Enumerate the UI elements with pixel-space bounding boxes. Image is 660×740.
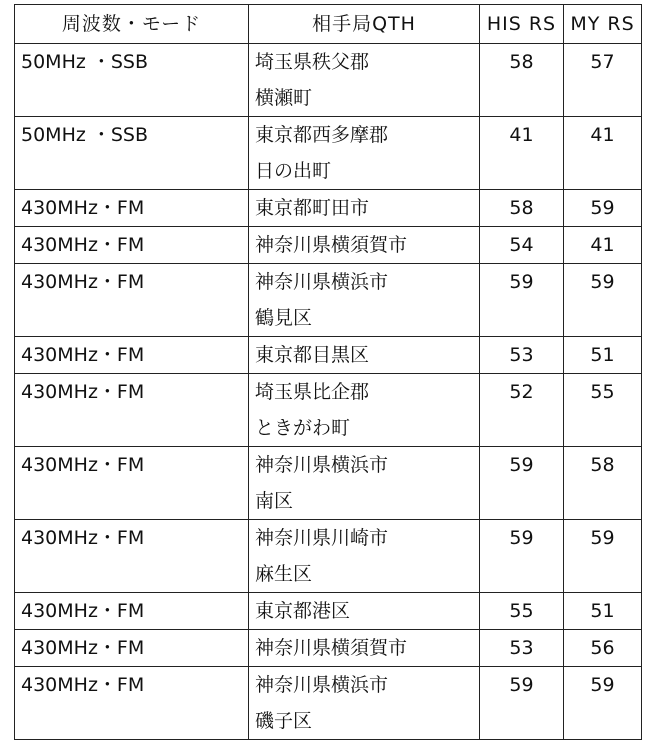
- table-row: [15, 520, 642, 593]
- cell-mode: 430MHz・FM: [15, 337, 249, 374]
- qso-log-table: [14, 4, 642, 740]
- cell-my-rs: 59: [564, 520, 642, 593]
- cell-his-rs: 59: [480, 520, 564, 593]
- table-row: [15, 227, 642, 264]
- cell-qth: [249, 44, 480, 117]
- table-row: [15, 337, 642, 374]
- qth-line: 埼玉県秩父郡: [255, 51, 370, 73]
- qth-line: ときがわ町: [255, 417, 351, 439]
- qth-line: 神奈川県横浜市: [255, 674, 389, 696]
- cell-qth: [249, 593, 480, 630]
- cell-qth: [249, 337, 480, 374]
- cell-my-rs: 59: [564, 190, 642, 227]
- qth-line: 埼玉県比企郡: [255, 381, 370, 403]
- table-header: [15, 5, 642, 44]
- table-row: [15, 630, 642, 667]
- qth-line: 日の出町: [255, 160, 332, 182]
- header-his-rs: HIS RS: [480, 5, 564, 44]
- qth-line: 鶴見区: [255, 307, 313, 329]
- cell-his-rs: 53: [480, 630, 564, 667]
- qth-line: 神奈川県横浜市: [255, 454, 389, 476]
- header-mode: 周波数・モード: [15, 5, 249, 44]
- cell-my-rs: 58: [564, 447, 642, 520]
- cell-qth: [249, 520, 480, 593]
- cell-my-rs: 51: [564, 593, 642, 630]
- qth-line: 麻生区: [255, 563, 313, 585]
- qth-line: 神奈川県横須賀市: [255, 637, 408, 659]
- cell-my-rs: 59: [564, 667, 642, 740]
- cell-my-rs: 59: [564, 264, 642, 337]
- cell-qth: [249, 667, 480, 740]
- cell-my-rs: 41: [564, 227, 642, 264]
- qth-line: 神奈川県横須賀市: [255, 234, 408, 256]
- cell-my-rs: 41: [564, 117, 642, 190]
- cell-qth: [249, 264, 480, 337]
- qth-line: 磯子区: [255, 710, 313, 732]
- cell-my-rs: 56: [564, 630, 642, 667]
- qth-line: 神奈川県川崎市: [255, 527, 389, 549]
- cell-my-rs: 51: [564, 337, 642, 374]
- cell-mode: 430MHz・FM: [15, 374, 249, 447]
- cell-his-rs: 59: [480, 447, 564, 520]
- qth-line: 神奈川県横浜市: [255, 271, 389, 293]
- cell-qth: [249, 374, 480, 447]
- cell-mode: 430MHz・FM: [15, 190, 249, 227]
- qth-line: 東京都西多摩郡: [255, 124, 389, 146]
- qth-line: 東京都目黒区: [255, 344, 370, 366]
- qth-line: 南区: [255, 490, 294, 512]
- table-row: [15, 374, 642, 447]
- cell-his-rs: 58: [480, 190, 564, 227]
- cell-my-rs: 57: [564, 44, 642, 117]
- cell-his-rs: 58: [480, 44, 564, 117]
- cell-mode: 430MHz・FM: [15, 667, 249, 740]
- cell-qth: [249, 227, 480, 264]
- cell-mode: 430MHz・FM: [15, 520, 249, 593]
- cell-his-rs: 59: [480, 667, 564, 740]
- cell-his-rs: 52: [480, 374, 564, 447]
- table-row: [15, 190, 642, 227]
- qth-line: 横瀬町: [255, 87, 313, 109]
- cell-his-rs: 55: [480, 593, 564, 630]
- cell-mode: 430MHz・FM: [15, 227, 249, 264]
- table-row: [15, 264, 642, 337]
- cell-qth: [249, 117, 480, 190]
- cell-mode: 430MHz・FM: [15, 630, 249, 667]
- table-row: [15, 117, 642, 190]
- table-row: [15, 667, 642, 740]
- qth-line: 東京都町田市: [255, 197, 370, 219]
- table-row: [15, 593, 642, 630]
- qso-log-sheet: [14, 4, 642, 740]
- cell-qth: [249, 630, 480, 667]
- qth-line: 東京都港区: [255, 600, 351, 622]
- cell-his-rs: 59: [480, 264, 564, 337]
- table-row: [15, 447, 642, 520]
- header-row: [15, 5, 642, 44]
- header-my-rs: MY RS: [564, 5, 642, 44]
- header-qth: 相手局QTH: [249, 5, 480, 44]
- cell-qth: [249, 447, 480, 520]
- cell-mode: 430MHz・FM: [15, 264, 249, 337]
- cell-my-rs: 55: [564, 374, 642, 447]
- table-body: [15, 44, 642, 740]
- cell-his-rs: 54: [480, 227, 564, 264]
- cell-mode: 430MHz・FM: [15, 593, 249, 630]
- cell-mode: 50MHz ・SSB: [15, 117, 249, 190]
- cell-qth: [249, 190, 480, 227]
- cell-mode: 430MHz・FM: [15, 447, 249, 520]
- cell-his-rs: 53: [480, 337, 564, 374]
- cell-mode: 50MHz ・SSB: [15, 44, 249, 117]
- cell-his-rs: 41: [480, 117, 564, 190]
- table-row: [15, 44, 642, 117]
